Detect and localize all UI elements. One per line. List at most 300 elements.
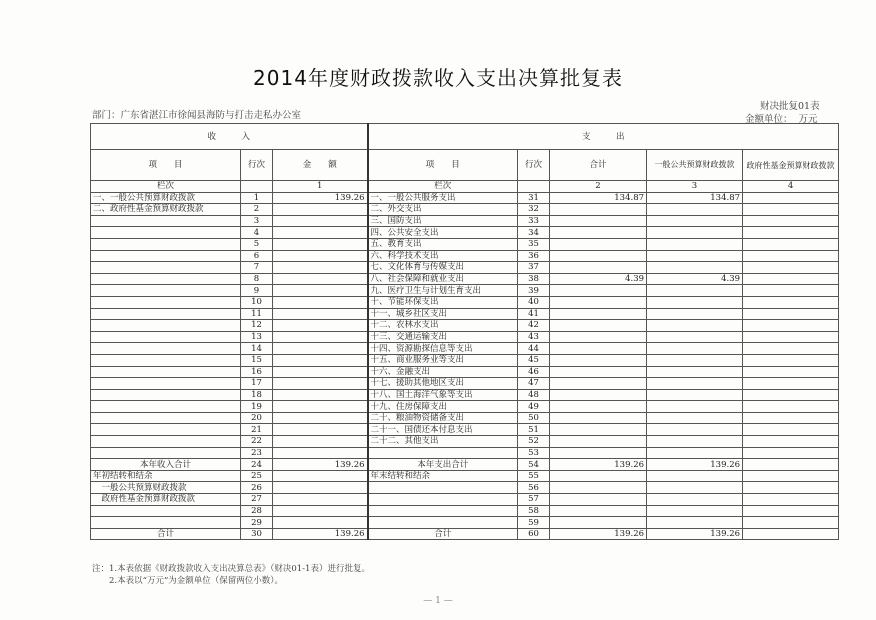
income-amount-cell <box>273 215 368 227</box>
income-amount-cell <box>273 204 368 216</box>
table-row <box>91 401 839 413</box>
expense-fund-cell <box>743 401 839 413</box>
expense-total-cell <box>550 436 647 448</box>
income-amount-cell <box>273 238 368 250</box>
expense-line-cell: 33 <box>518 215 550 227</box>
table-row <box>91 436 839 448</box>
income-amount-cell <box>273 308 368 320</box>
col-label-income: 栏次 <box>91 181 241 193</box>
expense-line-cell: 46 <box>518 366 550 378</box>
expense-fund-cell <box>743 459 839 471</box>
income-item-cell <box>91 262 241 274</box>
expense-total-cell <box>550 343 647 355</box>
expense-item-cell <box>368 505 518 517</box>
income-amount-cell <box>273 285 368 297</box>
expense-general-cell <box>647 204 743 216</box>
income-item-cell <box>91 273 241 285</box>
col-label-expense: 栏次 <box>368 181 518 193</box>
expense-general-cell <box>647 517 743 529</box>
expense-line-cell: 40 <box>518 296 550 308</box>
expense-item-cell: 十九、住房保障支出 <box>368 401 518 413</box>
income-item-cell <box>91 227 241 239</box>
expense-item-cell: 八、社会保障和就业支出 <box>368 273 518 285</box>
expense-total-cell <box>550 238 647 250</box>
income-line-cell: 5 <box>241 238 273 250</box>
expense-general-cell <box>647 308 743 320</box>
income-item-cell <box>91 238 241 250</box>
expense-fund-cell <box>743 250 839 262</box>
table-row <box>91 308 839 320</box>
expense-total-cell <box>550 494 647 506</box>
table-row <box>91 227 839 239</box>
expense-line-cell: 48 <box>518 389 550 401</box>
expense-total-cell <box>550 250 647 262</box>
expense-fund-cell <box>743 215 839 227</box>
table-row <box>91 238 839 250</box>
expense-header: 支 出 <box>368 124 839 150</box>
income-item-cell: 一般公共预算财政拨款 <box>91 482 241 494</box>
income-amount-cell <box>273 250 368 262</box>
income-line-cell: 24 <box>241 459 273 471</box>
expense-general-cell <box>647 238 743 250</box>
income-item-cell: 政府性基金预算财政拨款 <box>91 494 241 506</box>
income-item-cell <box>91 517 241 529</box>
expense-general-cell <box>647 250 743 262</box>
expense-line-cell: 60 <box>518 528 550 540</box>
table-row <box>91 215 839 227</box>
expense-general-cell <box>647 378 743 390</box>
expense-total-cell <box>550 354 647 366</box>
income-amount-cell <box>273 517 368 529</box>
unit-value: 万元 <box>798 114 818 125</box>
expense-line-cell: 34 <box>518 227 550 239</box>
income-item-cell <box>91 250 241 262</box>
form-number: 财决批复01表 <box>760 101 820 112</box>
expense-fund-cell <box>743 517 839 529</box>
expense-total-cell <box>550 401 647 413</box>
table-row <box>91 447 839 459</box>
expense-line-cell: 32 <box>518 204 550 216</box>
expense-fund-cell <box>743 273 839 285</box>
table-row <box>91 192 839 204</box>
table-row <box>91 262 839 274</box>
expense-fund-cell <box>743 296 839 308</box>
expense-total-cell <box>550 227 647 239</box>
expense-line-cell: 49 <box>518 401 550 413</box>
expense-general-cell <box>647 482 743 494</box>
col-num-3: 3 <box>647 181 743 193</box>
table-row <box>91 459 839 471</box>
income-item-cell <box>91 389 241 401</box>
income-amount-cell <box>273 389 368 401</box>
income-amount-cell <box>273 354 368 366</box>
expense-line-cell: 56 <box>518 482 550 494</box>
expense-general-cell <box>647 320 743 332</box>
col-blank-income <box>241 181 273 193</box>
income-line-cell: 11 <box>241 308 273 320</box>
income-amount-cell <box>273 296 368 308</box>
income-line-cell: 4 <box>241 227 273 239</box>
income-amount-cell <box>273 366 368 378</box>
expense-general-cell: 134.87 <box>647 192 743 204</box>
expense-item-cell: 十八、国土海洋气象等支出 <box>368 389 518 401</box>
income-line-cell: 13 <box>241 331 273 343</box>
table-row <box>91 343 839 355</box>
expense-line-cell: 31 <box>518 192 550 204</box>
table-row <box>91 204 839 216</box>
expense-item-cell: 二十二、其他支出 <box>368 436 518 448</box>
expense-total-cell <box>550 331 647 343</box>
expense-fund-cell <box>743 447 839 459</box>
income-item-cell <box>91 320 241 332</box>
expense-line-cell: 35 <box>518 238 550 250</box>
expense-line-cell: 57 <box>518 494 550 506</box>
table-row <box>91 320 839 332</box>
table-row <box>91 285 839 297</box>
income-amount-cell <box>273 424 368 436</box>
expense-item-cell: 十一、城乡社区支出 <box>368 308 518 320</box>
expense-general-cell <box>647 412 743 424</box>
income-item-cell: 合计 <box>91 528 241 540</box>
income-line-cell: 8 <box>241 273 273 285</box>
income-amount-cell <box>273 412 368 424</box>
expense-general-cell <box>647 227 743 239</box>
expense-line-cell: 43 <box>518 331 550 343</box>
expense-line-cell: 44 <box>518 343 550 355</box>
expense-general-cell <box>647 262 743 274</box>
income-item-cell <box>91 401 241 413</box>
expense-fund-cell <box>743 389 839 401</box>
expense-total-cell <box>550 412 647 424</box>
table-row <box>91 424 839 436</box>
expense-item-cell <box>368 482 518 494</box>
expense-line-cell: 54 <box>518 459 550 471</box>
expense-item-cell: 年末结转和结余 <box>368 470 518 482</box>
expense-total-cell <box>550 482 647 494</box>
expense-line-cell: 58 <box>518 505 550 517</box>
income-amount-cell <box>273 494 368 506</box>
department-label: 部门：广东省湛江市徐闻县海防与打击走私办公室 <box>92 110 302 121</box>
expense-line-cell: 59 <box>518 517 550 529</box>
expense-general-cell <box>647 424 743 436</box>
expense-item-cell: 十五、商业服务业等支出 <box>368 354 518 366</box>
income-line-cell: 10 <box>241 296 273 308</box>
expense-line-cell: 51 <box>518 424 550 436</box>
income-line-cell: 1 <box>241 192 273 204</box>
expense-line-cell: 41 <box>518 308 550 320</box>
expense-item-cell: 五、教育支出 <box>368 238 518 250</box>
table-row <box>91 378 839 390</box>
income-item-cell <box>91 505 241 517</box>
expense-fund-cell <box>743 424 839 436</box>
expense-general-cell <box>647 343 743 355</box>
income-amount-cell <box>273 343 368 355</box>
income-amount-cell <box>273 320 368 332</box>
income-amount-cell: 139.26 <box>273 192 368 204</box>
income-line-cell: 9 <box>241 285 273 297</box>
income-line-cell: 15 <box>241 354 273 366</box>
income-line-cell: 20 <box>241 412 273 424</box>
expense-fund-cell <box>743 505 839 517</box>
expense-fund-cell <box>743 366 839 378</box>
table-row <box>91 354 839 366</box>
table-row <box>91 331 839 343</box>
income-item-cell: 年初结转和结余 <box>91 470 241 482</box>
expense-total-cell <box>550 320 647 332</box>
income-item-cell <box>91 424 241 436</box>
expense-general-cell <box>647 436 743 448</box>
expense-total-cell: 139.26 <box>550 459 647 471</box>
income-line-cell: 19 <box>241 401 273 413</box>
income-line-cell: 26 <box>241 482 273 494</box>
table-row <box>91 296 839 308</box>
income-header: 收 入 <box>91 124 368 150</box>
income-line-cell: 18 <box>241 389 273 401</box>
income-item-cell <box>91 343 241 355</box>
expense-fund-cell <box>743 482 839 494</box>
expense-line-cell: 55 <box>518 470 550 482</box>
general-budget-header: 一般公共预算财政拨款 <box>647 150 743 181</box>
col-num-2: 2 <box>550 181 647 193</box>
income-item-cell <box>91 366 241 378</box>
table-row <box>91 482 839 494</box>
expense-general-cell <box>647 389 743 401</box>
expense-fund-cell <box>743 320 839 332</box>
expense-line-cell: 39 <box>518 285 550 297</box>
expense-item-cell: 本年支出合计 <box>368 459 518 471</box>
income-amount-cell <box>273 470 368 482</box>
expense-general-cell: 139.26 <box>647 528 743 540</box>
expense-fund-cell <box>743 308 839 320</box>
expense-fund-cell <box>743 494 839 506</box>
expense-total-cell <box>550 366 647 378</box>
income-amount-cell <box>273 273 368 285</box>
expense-total-cell <box>550 424 647 436</box>
header-row-colnums <box>91 181 839 193</box>
income-line-header: 行次 <box>241 150 273 181</box>
expense-general-cell <box>647 296 743 308</box>
income-amount-cell <box>273 378 368 390</box>
income-item-cell <box>91 378 241 390</box>
expense-item-cell: 合计 <box>368 528 518 540</box>
header-row-sections <box>91 124 839 150</box>
income-line-cell: 30 <box>241 528 273 540</box>
expense-fund-cell <box>743 354 839 366</box>
col-num-4: 4 <box>743 181 839 193</box>
expense-general-cell <box>647 285 743 297</box>
expense-fund-cell <box>743 378 839 390</box>
table-row <box>91 528 839 540</box>
expense-fund-cell <box>743 285 839 297</box>
expense-total-cell <box>550 505 647 517</box>
income-line-cell: 28 <box>241 505 273 517</box>
unit-label: 金额单位： <box>745 114 793 125</box>
income-line-cell: 22 <box>241 436 273 448</box>
col-num-1: 1 <box>273 181 368 193</box>
expense-item-cell <box>368 447 518 459</box>
income-item-header: 项 目 <box>91 150 241 181</box>
expense-fund-cell <box>743 262 839 274</box>
table-row <box>91 389 839 401</box>
income-line-cell: 25 <box>241 470 273 482</box>
expense-general-cell <box>647 494 743 506</box>
income-item-cell <box>91 296 241 308</box>
expense-item-cell: 十三、交通运输支出 <box>368 331 518 343</box>
expense-general-cell <box>647 354 743 366</box>
expense-item-cell: 十四、资源勘探信息等支出 <box>368 343 518 355</box>
expense-fund-cell <box>743 331 839 343</box>
income-item-cell: 二、政府性基金预算财政拨款 <box>91 204 241 216</box>
income-amount-cell <box>273 436 368 448</box>
expense-total-header: 合计 <box>550 150 647 181</box>
expense-fund-cell <box>743 343 839 355</box>
expense-item-cell: 七、文化体育与传媒支出 <box>368 262 518 274</box>
income-line-cell: 12 <box>241 320 273 332</box>
table-row <box>91 505 839 517</box>
expense-item-cell <box>368 517 518 529</box>
expense-general-cell: 4.39 <box>647 273 743 285</box>
expense-item-cell: 二十一、国债还本付息支出 <box>368 424 518 436</box>
expense-fund-cell <box>743 412 839 424</box>
expense-item-header: 项 目 <box>368 150 518 181</box>
expense-line-cell: 38 <box>518 273 550 285</box>
expense-total-cell: 139.26 <box>550 528 647 540</box>
expense-total-cell <box>550 204 647 216</box>
income-item-cell <box>91 436 241 448</box>
table-row <box>91 517 839 529</box>
income-amount-cell <box>273 262 368 274</box>
expense-line-cell: 52 <box>518 436 550 448</box>
expense-total-cell <box>550 378 647 390</box>
income-item-cell <box>91 447 241 459</box>
expense-item-cell: 九、医疗卫生与计划生育支出 <box>368 285 518 297</box>
expense-line-cell: 36 <box>518 250 550 262</box>
expense-line-cell: 42 <box>518 320 550 332</box>
header-row-columns <box>91 150 839 181</box>
expense-general-cell <box>647 470 743 482</box>
expense-fund-cell <box>743 192 839 204</box>
income-line-cell: 27 <box>241 494 273 506</box>
expense-total-cell <box>550 215 647 227</box>
expense-general-cell <box>647 215 743 227</box>
expense-line-header: 行次 <box>518 150 550 181</box>
expense-item-cell <box>368 494 518 506</box>
expense-general-cell <box>647 505 743 517</box>
expense-item-cell: 三、国防支出 <box>368 215 518 227</box>
expense-item-cell: 二、外交支出 <box>368 204 518 216</box>
income-item-cell <box>91 215 241 227</box>
expense-fund-cell <box>743 528 839 540</box>
income-amount-cell <box>273 505 368 517</box>
expense-total-cell <box>550 447 647 459</box>
table-row <box>91 412 839 424</box>
income-amount-cell: 139.26 <box>273 528 368 540</box>
expense-item-cell: 十七、援助其他地区支出 <box>368 378 518 390</box>
table-row <box>91 366 839 378</box>
income-line-cell: 23 <box>241 447 273 459</box>
expense-item-cell: 一、一般公共服务支出 <box>368 192 518 204</box>
income-item-cell <box>91 308 241 320</box>
income-item-cell <box>91 285 241 297</box>
table-row <box>91 470 839 482</box>
income-line-cell: 17 <box>241 378 273 390</box>
income-line-cell: 3 <box>241 215 273 227</box>
expense-line-cell: 37 <box>518 262 550 274</box>
income-item-cell <box>91 331 241 343</box>
income-item-cell <box>91 412 241 424</box>
income-amount-header: 金 额 <box>273 150 368 181</box>
expense-item-cell: 六、科学技术支出 <box>368 250 518 262</box>
expense-total-cell: 134.87 <box>550 192 647 204</box>
income-amount-cell <box>273 482 368 494</box>
income-line-cell: 16 <box>241 366 273 378</box>
income-line-cell: 6 <box>241 250 273 262</box>
income-item-cell: 一、一般公共预算财政拨款 <box>91 192 241 204</box>
expense-total-cell <box>550 285 647 297</box>
expense-general-cell <box>647 447 743 459</box>
budget-table <box>90 123 839 540</box>
income-amount-cell <box>273 447 368 459</box>
expense-fund-cell <box>743 238 839 250</box>
expense-item-cell: 十六、金融支出 <box>368 366 518 378</box>
income-item-cell <box>91 354 241 366</box>
income-line-cell: 7 <box>241 262 273 274</box>
income-amount-cell: 139.26 <box>273 459 368 471</box>
expense-fund-cell <box>743 227 839 239</box>
gov-fund-header: 政府性基金预算财政拨款 <box>743 150 839 181</box>
income-line-cell: 21 <box>241 424 273 436</box>
expense-total-cell <box>550 308 647 320</box>
income-amount-cell <box>273 401 368 413</box>
expense-line-cell: 53 <box>518 447 550 459</box>
expense-total-cell <box>550 296 647 308</box>
expense-line-cell: 45 <box>518 354 550 366</box>
page-number: — 1 — <box>423 596 453 606</box>
expense-fund-cell <box>743 436 839 448</box>
page-title: 2014年度财政拨款收入支出决算批复表 <box>253 66 623 90</box>
expense-line-cell: 47 <box>518 378 550 390</box>
income-item-cell: 本年收入合计 <box>91 459 241 471</box>
expense-total-cell <box>550 262 647 274</box>
expense-total-cell <box>550 470 647 482</box>
expense-item-cell: 十、节能环保支出 <box>368 296 518 308</box>
table-row <box>91 494 839 506</box>
expense-item-cell: 二十、粮油物资储备支出 <box>368 412 518 424</box>
expense-general-cell <box>647 401 743 413</box>
expense-fund-cell <box>743 470 839 482</box>
expense-total-cell <box>550 389 647 401</box>
expense-general-cell: 139.26 <box>647 459 743 471</box>
note-2: 2.本表以“万元”为金额单位（保留两位小数）。 <box>92 576 284 586</box>
table-row <box>91 273 839 285</box>
col-blank-expense <box>518 181 550 193</box>
expense-general-cell <box>647 366 743 378</box>
table-row <box>91 250 839 262</box>
expense-line-cell: 50 <box>518 412 550 424</box>
expense-item-cell: 四、公共安全支出 <box>368 227 518 239</box>
expense-general-cell <box>647 331 743 343</box>
income-line-cell: 29 <box>241 517 273 529</box>
expense-fund-cell <box>743 204 839 216</box>
expense-item-cell: 十二、农林水支出 <box>368 320 518 332</box>
expense-total-cell: 4.39 <box>550 273 647 285</box>
income-amount-cell <box>273 227 368 239</box>
note-1: 注：1.本表依据《财政拨款收入支出决算总表》（财决01-1表）进行批复。 <box>92 564 370 574</box>
expense-total-cell <box>550 517 647 529</box>
income-line-cell: 14 <box>241 343 273 355</box>
income-line-cell: 2 <box>241 204 273 216</box>
income-amount-cell <box>273 331 368 343</box>
